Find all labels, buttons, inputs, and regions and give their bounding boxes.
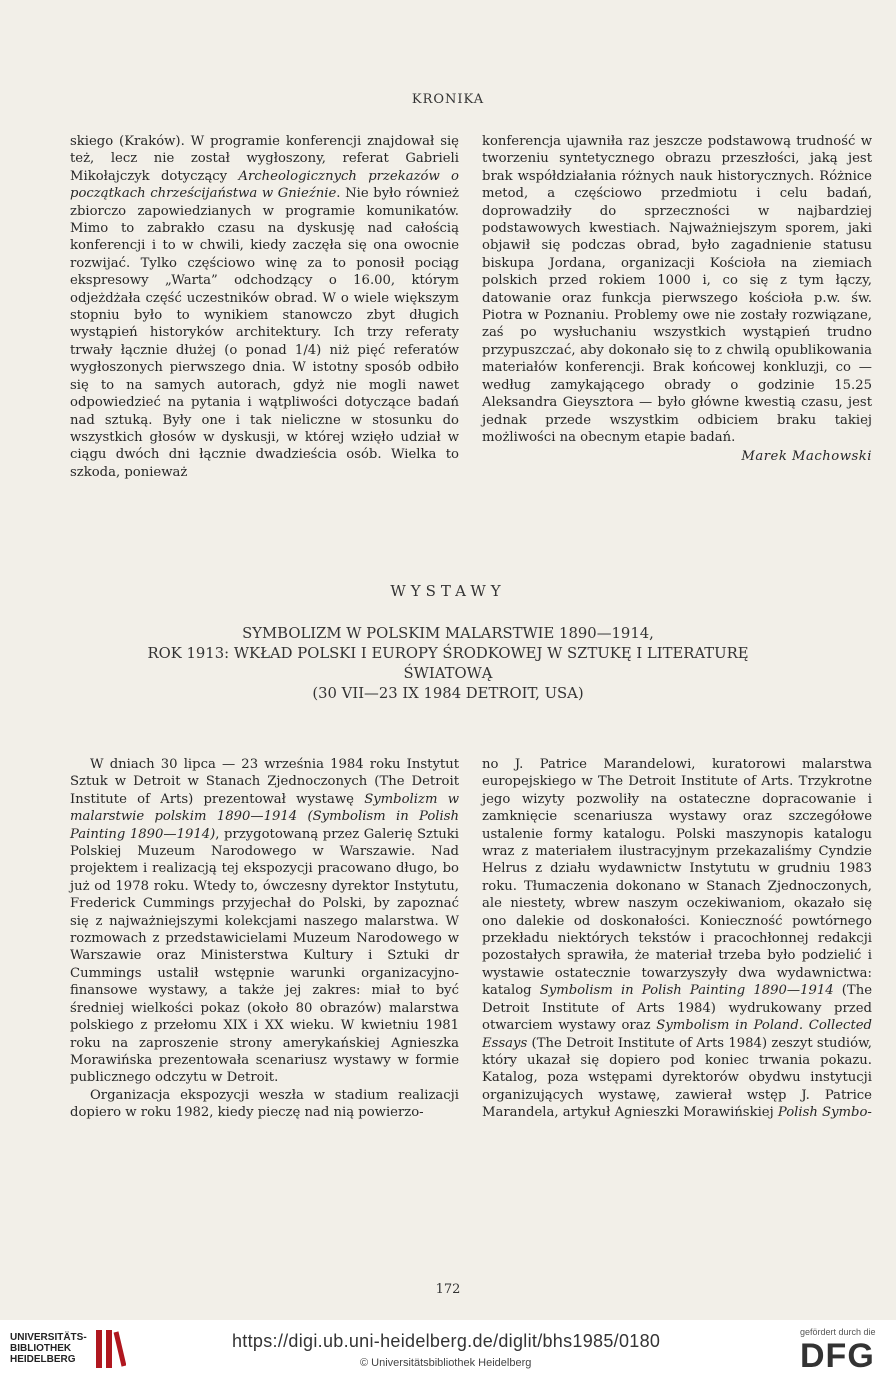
italic-title: Symbolism in Poland. Collected Essays: [482, 1018, 872, 1051]
text-run: , przygotowaną przez Galerię Sztuki Polskiej Muzeum Narodowego w Warszawie. Nad projektem i realizacją tej ekspozycji pracowano długo, bo już od 1978 roku. Wtedy to, ówczesny dyrektor Instytutu, Frederick Cummings przyjechał do Polski, by zapoznać się z najważniejszymi kolekcjami naszego malarstwa. W rozmowach z przedstawicielami Muzeum Narodowego w Warszawie oraz Ministerstwa Kultury i Sztuki dr Cummings ustalił wstępnie warunki organizacyjno-finansowe wystawy, a także jej zakres: miał to być średniej wielkości pokaz (około 80 obrazów) malarstwa polskiego z przełomu XIX i XX wieku. W kwietniu 1981 roku na zaproszenie strony amerykańskiej Agnieszka Morawińska prezentowała scenariusz wystawy w formie publicznego odczytu w Detroit.: [70, 826, 459, 1086]
article-title-line: ROK 1913: WKŁAD POLSKI I EUROPY ŚRODKOWEJ W SZTUKĘ I LITERATURĘ: [147, 645, 749, 662]
article-title: [90, 624, 806, 704]
italic-title: Symbolizm w malarstwie polskim 1890—1914 (Symbolism in Polish Painting 1890—1914): [70, 791, 459, 842]
library-logo-icon[interactable]: [92, 1326, 126, 1372]
italic-title: Polish Symbo-: [777, 1105, 872, 1121]
copyright-notice: © Universitätsbibliothek Heidelberg: [360, 1357, 532, 1369]
library-name-line: UNIVERSITÄTS-: [10, 1332, 87, 1343]
section-title: WYSTAWY: [390, 582, 506, 600]
page-number: 172: [435, 1282, 461, 1297]
library-logo-text[interactable]: [10, 1332, 87, 1365]
dfg-logo[interactable]: DFG: [800, 1337, 875, 1375]
bottom-left-column: [70, 756, 459, 1122]
paragraph: Organizacja ekspozycji weszła w stadium realizacji dopiero w roku 1982, kiedy pieczę nad nią powierzo-: [70, 1087, 459, 1121]
text-run: skiego (Kraków). W programie konferencji znajdował się też, lecz nie został wygłoszony, referat Gabrieli Mikołajczyk dotyczący: [70, 134, 459, 184]
top-left-paragraph: [70, 133, 459, 481]
article-title-line: SYMBOLIZM W POLSKIM MALARSTWIE 1890—1914,: [242, 625, 654, 642]
italic-title: Archeologicznych przekazów o początkach chrześcijaństwa w Gnieźnie: [70, 168, 460, 202]
text-run: no J. Patrice Marandelowi, kuratorowi malarstwa europejskiego w The Detroit Institute of Arts. Trzykrotne jego wizyty pozwoliły na ostateczne dopracowanie i zamknięcie scenariusza wystawy oraz szczegółowe ustalenie formy katalogu. Polski maszynopis katalogu wraz z materiałem ilustracyjnym przekazaliśmy Cyndzie Helrus z działu wydawnictw Instytutu w grudniu 1983 roku. Tłumaczenia dokonano w Stanach Zjednoczonych, ale niestety, wbrew naszym oczekiwaniom, okazało się ono dalekie od doskonałości. Konieczność powtórnego przekładu niektórych tekstów i pracochłonnej redakcji pozostałych sprawiła, że materiał trzeba było podzielić i wystawie ostatecznie towarzyszyły dwa wydawnictwa: katalog: [482, 757, 872, 999]
paragraph: [482, 756, 872, 1122]
permalink-url[interactable]: https://digi.ub.uni-heidelberg.de/diglit/bhs1985/0180: [232, 1331, 661, 1351]
author-signature: Marek Machowski: [741, 449, 872, 465]
paragraph: [70, 756, 459, 1087]
text-run: . Nie było również zbiorczo zapowiedzianych w programie komunikatów. Mimo to zabrakło czasu na dyskusję nad całością konferencji i to w chwili, kiedy zaczęła się ona owocnie rozwijać. Tylko częściowo winę za to ponosił pociąg ekspresowy „Warta” odchodzący o 16.00, którym odjeżdżała część uczestników obrad. W o wiele większym stopniu było to wynikiem stanowczo zbyt długich wystąpień historyków architektury. Ich trzy referaty trwały łącznie dłużej (o ponad 1/4) niż pięć referatów wygłoszonych pierwszego dnia. W istotny sposób odbiło się to na samych autorach, gdyż nie mogli nawet odpowiedzieć na pytania i wątpliwości dotyczące badań nad sztuką. Były one i tak nieliczne w stosunku do wszystkich głosów w dyskusji, w której wzięło udział w ciągu dwóch dni łącznie dwadzieścia osób. Wielka to szkoda, ponieważ: [70, 186, 459, 480]
article-title-line: ŚWIATOWĄ: [403, 665, 493, 682]
funding-label: gefördert durch die: [800, 1327, 876, 1337]
text-run: (The Detroit Institute of Arts 1984) zeszyt studiów, który ukazał się dopiero pod koniec trwania pokazu. Katalog, poza wstępami dyrektorów obydwu instytucji organizujących wystawę, zawierał wstęp J. Patrice Marandela, artykuł Agnieszki Morawińskiej: [482, 1035, 872, 1121]
top-right-paragraph: konferencja ujawniła raz jeszcze podstawową trudność w tworzeniu syntetycznego obrazu przeszłości, jaką jest brak współdziałania różnych nauk historycznych. Różnice metod, a częściowo przedmiotu i celu badań, doprowadziły do sprzeczności w najbardziej podstawowych kwestiach. Najważniejszym sporem, jaki objawił się podczas obrad, było zagadnienie statusu biskupa Jordana, organizacji Kościoła na ziemiach polskich przed rokiem 1000 i, co się z tym łączy, datowanie oraz funkcja pierwszego kościoła p.w. św. Piotra w Poznaniu. Problemy owe nie zostały rozwiązane, zaś po wysłuchaniu wszystkich wystąpień trudno przypuszczać, aby dokonało się to z chwilą opublikowania materiałów konferencji. Brak końcowej konkluzji, co — według zamykającego obrady o godzinie 15.25 Aleksandra Gieysztora — było główne kwestią czasu, jest jednak przede wszystkim odbiciem braku takiej możliwości na obecnym etapie badań.: [482, 134, 872, 445]
running-head: KRONIKA: [411, 92, 485, 107]
article-title-line: (30 VII—23 IX 1984 DETROIT, USA): [312, 685, 584, 702]
bottom-right-column: [482, 756, 872, 1122]
top-right-column: [482, 133, 872, 466]
library-name-line: HEIDELBERG: [10, 1354, 76, 1365]
top-left-column: [70, 133, 459, 481]
text-run: W dniach 30 lipca — 23 września 1984 roku Instytut Sztuk w Detroit w Stanach Zjednoczonych (The Detroit Institute of Arts) prezentował wystawę: [70, 757, 459, 807]
italic-title: Symbolism in Polish Painting 1890—1914: [539, 983, 834, 999]
library-name-line: BIBLIOTHEK: [10, 1343, 72, 1354]
text-run: (The Detroit Institute of Arts 1984) wydrukowany przed otwarciem wystawy oraz: [482, 983, 873, 1034]
